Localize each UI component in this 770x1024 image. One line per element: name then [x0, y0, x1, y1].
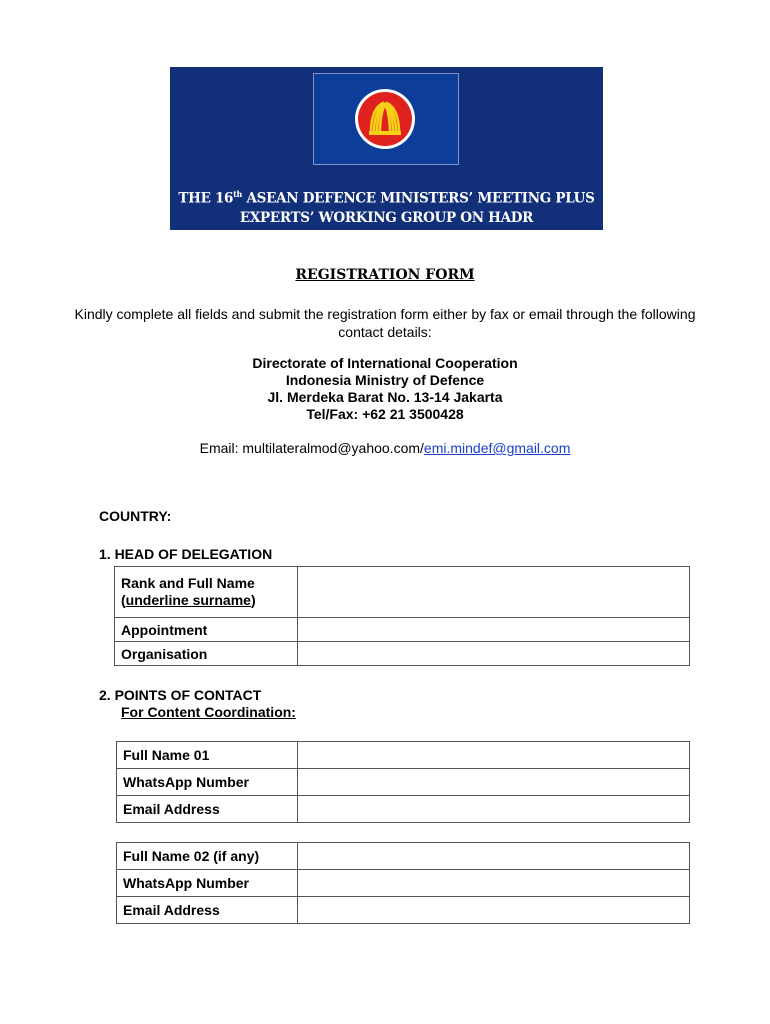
whatsapp-number-label: WhatsApp Number: [117, 870, 298, 897]
header-banner: [170, 67, 603, 230]
banner-title-superscript: th: [233, 189, 243, 199]
section-points-of-contact: [99, 687, 296, 721]
appointment-label: Appointment: [115, 618, 298, 642]
form-title: REGISTRATION FORM: [295, 267, 475, 283]
email-line: [0, 440, 770, 456]
rank-label-paren: (: [121, 592, 126, 608]
asean-flag: [313, 73, 459, 165]
head-of-delegation-table: [114, 566, 690, 666]
asean-emblem-icon: [353, 87, 417, 151]
intro-text: Kindly complete all fields and submit the registration form either by fax or email through the following contact details:: [74, 306, 696, 340]
rank-label-text: Rank and Full Name: [121, 575, 255, 591]
rank-full-name-label: [115, 567, 298, 618]
rank-label-paren: ): [250, 592, 256, 608]
table-row: [117, 897, 690, 924]
email-address-label: Email Address: [117, 897, 298, 924]
email-address-field[interactable]: [297, 796, 689, 823]
table-row: [117, 742, 690, 769]
country-label: COUNTRY:: [99, 508, 172, 524]
contact-address: [0, 355, 770, 423]
banner-title-text-rest: ASEAN DEFENCE MINISTERS’ MEETING PLUS: [242, 190, 595, 207]
email-address-label: Email Address: [117, 796, 298, 823]
section-head-of-delegation: 1. HEAD OF DELEGATION: [99, 546, 273, 562]
organisation-field[interactable]: [297, 642, 689, 666]
full-name-02-label: Full Name 02 (if any): [117, 843, 298, 870]
banner-title-text: THE 16: [178, 190, 234, 207]
full-name-01-label: Full Name 01: [117, 742, 298, 769]
contact-2-table: [116, 842, 690, 924]
address-line: Jl. Merdeka Barat No. 13-14 Jakarta: [267, 389, 503, 405]
full-name-01-field[interactable]: [297, 742, 689, 769]
table-row: [115, 642, 690, 666]
organisation-label: Organisation: [115, 642, 298, 666]
whatsapp-number-label: WhatsApp Number: [117, 769, 298, 796]
rank-full-name-field[interactable]: [297, 567, 689, 618]
tel-fax: Tel/Fax: +62 21 3500428: [306, 406, 464, 422]
table-row: [115, 618, 690, 642]
appointment-field[interactable]: [297, 618, 689, 642]
section-heading: 2. POINTS OF CONTACT: [99, 687, 262, 703]
address-line: Directorate of International Cooperation: [252, 355, 518, 371]
banner-title-line2: EXPERTS’ WORKING GROUP ON HADR: [239, 209, 534, 226]
table-row: [115, 567, 690, 618]
full-name-02-field[interactable]: [297, 843, 689, 870]
email-prefix: Email: multilateralmod@yahoo.com/: [199, 440, 424, 456]
table-row: [117, 843, 690, 870]
rank-label-underlined: underline surname: [125, 592, 251, 608]
banner-title: [170, 185, 603, 228]
address-line: Indonesia Ministry of Defence: [285, 372, 485, 388]
contact-1-table: [116, 741, 690, 823]
table-row: [117, 796, 690, 823]
whatsapp-number-field[interactable]: [297, 870, 689, 897]
email-address-field[interactable]: [297, 897, 689, 924]
email-link[interactable]: emi.mindef@gmail.com: [423, 440, 571, 456]
table-row: [117, 769, 690, 796]
section-subheading: For Content Coordination:: [121, 704, 296, 720]
table-row: [117, 870, 690, 897]
whatsapp-number-field[interactable]: [297, 769, 689, 796]
